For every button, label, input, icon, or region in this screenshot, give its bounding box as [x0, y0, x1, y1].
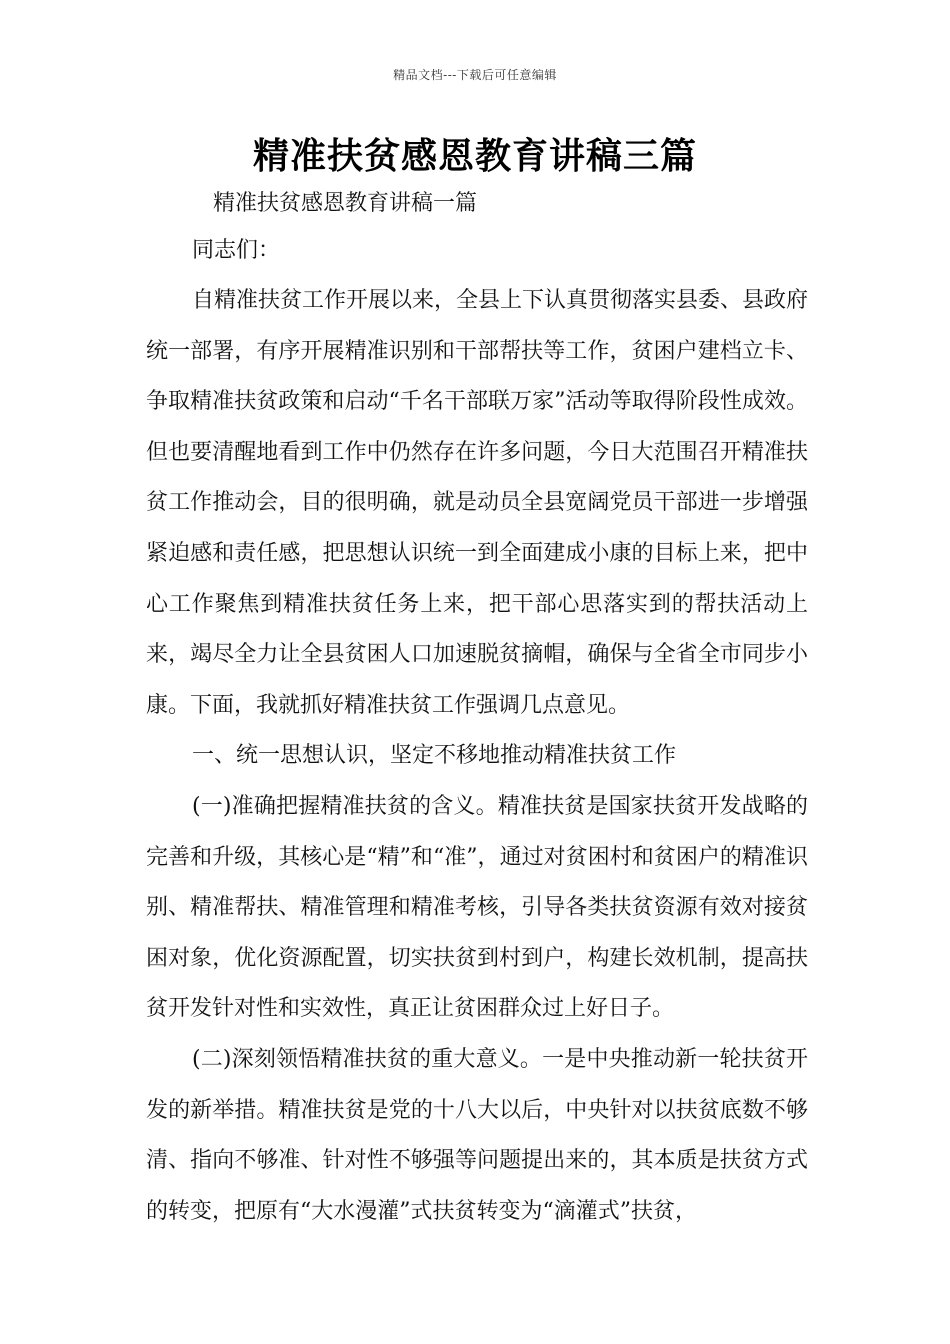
greeting-line: 同志们： — [192, 238, 281, 263]
paragraph-section-1-1: (一)准确把握精准扶贫的含义。精准扶贫是国家扶贫开发战略的完善和升级，其核心是“精”和“准”，通过对贫困村和贫困户的精准识别、精准帮扶、精准管理和精准考核，引导各类扶贫资源有效对接贫困对象，优化资源配置，切实扶贫到村到户，构建长效机制，提高扶贫开发针对性和实效性，真正让贫困群众过上好日子。 — [146, 793, 808, 1022]
page-header-note: 精品文档---下载后可任意编辑 — [393, 68, 557, 82]
document-body — [146, 276, 808, 1237]
paragraph-intro: 自精准扶贫工作开展以来，全县上下认真贯彻落实县委、县政府统一部署，有序开展精准识别和干部帮扶等工作，贫困户建档立卡、争取精准扶贫政策和启动“千名干部联万家”活动等取得阶段性成效。但也要清醒地看到工作中仍然存在许多问题，今日大范围召开精准扶贫工作推动会，目的很明确，就是动员全县宽阔党员干部进一步增强紧迫感和责任感，把思想认识统一到全面建成小康的目标上来，把中心工作聚焦到精准扶贫任务上来，把干部心思落实到的帮扶活动上来，竭尽全力让全县贫困人口加速脱贫摘帽，确保与全省全市同步小康。下面，我就抓好精准扶贫工作强调几点意见。 — [146, 288, 809, 718]
document-title: 精准扶贫感恩教育讲稿三篇 — [252, 135, 697, 177]
section-heading-1: 一、统一思想认识，坚定不移地推动精准扶贫工作 — [192, 743, 677, 769]
paragraph-section-1-2: (二)深刻领悟精准扶贫的重大意义。一是中央推动新一轮扶贫开发的新举措。精准扶贫是党的十八大以后，中央针对以扶贫底数不够清、指向不够准、针对性不够强等问题提出来的，其本质是扶贫方式的转变，把原有“大水漫灌”式扶贫转变为“滴灌式”扶贫， — [146, 1046, 808, 1224]
document-subtitle: 精准扶贫感恩教育讲稿一篇 — [213, 191, 478, 216]
